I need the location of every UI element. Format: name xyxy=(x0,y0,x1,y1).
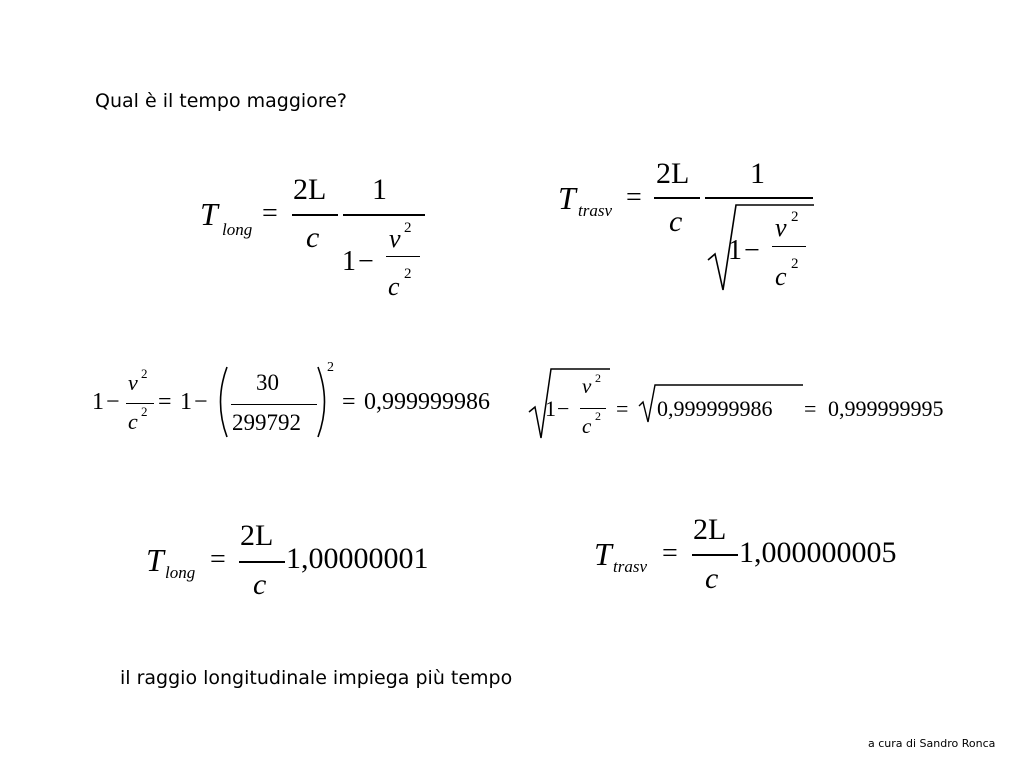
exponent: 2 xyxy=(141,366,148,381)
t-symbol: T xyxy=(594,536,612,572)
exponent: 2 xyxy=(327,360,334,375)
t-symbol: T xyxy=(558,180,576,216)
minus: − xyxy=(194,389,208,415)
one: 1 xyxy=(92,389,104,415)
v-symbol: v xyxy=(389,224,401,253)
minus: − xyxy=(557,396,570,421)
numerator-2L: 2L xyxy=(656,157,690,190)
slide-question: Qual è il tempo maggiore? xyxy=(95,90,348,112)
author-credit: a cura di Sandro Ronca xyxy=(868,737,996,750)
one: 1 xyxy=(342,246,356,277)
fraction-denominator: 299792 xyxy=(232,410,301,435)
equals-sign: = xyxy=(342,389,356,415)
left-paren-icon xyxy=(210,365,230,439)
one: 1 xyxy=(180,389,192,415)
square-root-icon xyxy=(706,202,816,294)
t-long-factor: 1,00000001 xyxy=(286,542,429,575)
exponent: 2 xyxy=(404,266,412,282)
v-symbol: v xyxy=(775,213,787,242)
numerator-1: 1 xyxy=(372,173,387,206)
equals-sign: = xyxy=(616,396,629,421)
v-symbol: v xyxy=(128,370,138,395)
fraction-numerator: 30 xyxy=(256,370,279,395)
numerator-2L: 2L xyxy=(693,513,727,546)
equals-sign: = xyxy=(662,538,678,569)
exponent: 2 xyxy=(141,404,148,419)
t-trasv-factor: 1,000000005 xyxy=(739,536,897,569)
c-symbol: c xyxy=(388,272,400,301)
calc-long-result: 0,999999986 xyxy=(364,389,490,415)
c-symbol: c xyxy=(775,262,787,291)
minus: − xyxy=(358,246,374,277)
t-long-subscript: long xyxy=(165,563,196,582)
numerator-2L: 2L xyxy=(293,173,327,206)
t-symbol: T xyxy=(200,196,218,232)
exponent: 2 xyxy=(595,371,601,385)
exponent: 2 xyxy=(791,256,799,272)
exponent: 2 xyxy=(404,220,412,236)
minus: − xyxy=(744,235,760,266)
denominator-c: c xyxy=(669,205,683,238)
c-symbol: c xyxy=(582,414,592,438)
numerator-2L: 2L xyxy=(240,519,274,552)
conclusion-text: il raggio longitudinale impiega più tempo xyxy=(120,667,513,689)
denominator-c: c xyxy=(705,562,719,595)
denominator-c: c xyxy=(306,221,320,254)
t-trasv-subscript: trasv xyxy=(613,557,647,576)
one: 1 xyxy=(728,235,742,266)
t-long-subscript: long xyxy=(222,220,253,239)
c-symbol: c xyxy=(128,409,138,434)
calc-trasv-result: 0,999999995 xyxy=(828,396,944,421)
right-paren-icon xyxy=(315,365,335,439)
one: 1 xyxy=(545,396,556,421)
minus: − xyxy=(106,389,120,415)
equals-sign: = xyxy=(626,182,642,213)
denominator-c: c xyxy=(253,568,267,601)
sqrt-inner-value: 0,999999986 xyxy=(657,396,773,421)
exponent: 2 xyxy=(791,209,799,225)
t-symbol: T xyxy=(146,542,164,578)
v-symbol: v xyxy=(582,374,592,398)
t-trasv-subscript: trasv xyxy=(578,201,612,220)
exponent: 2 xyxy=(595,409,601,423)
numerator-1: 1 xyxy=(750,157,765,190)
equals-sign: = xyxy=(262,198,278,229)
equals-sign: = xyxy=(804,396,817,421)
equals-sign: = xyxy=(158,389,172,415)
equals-sign: = xyxy=(210,544,226,575)
